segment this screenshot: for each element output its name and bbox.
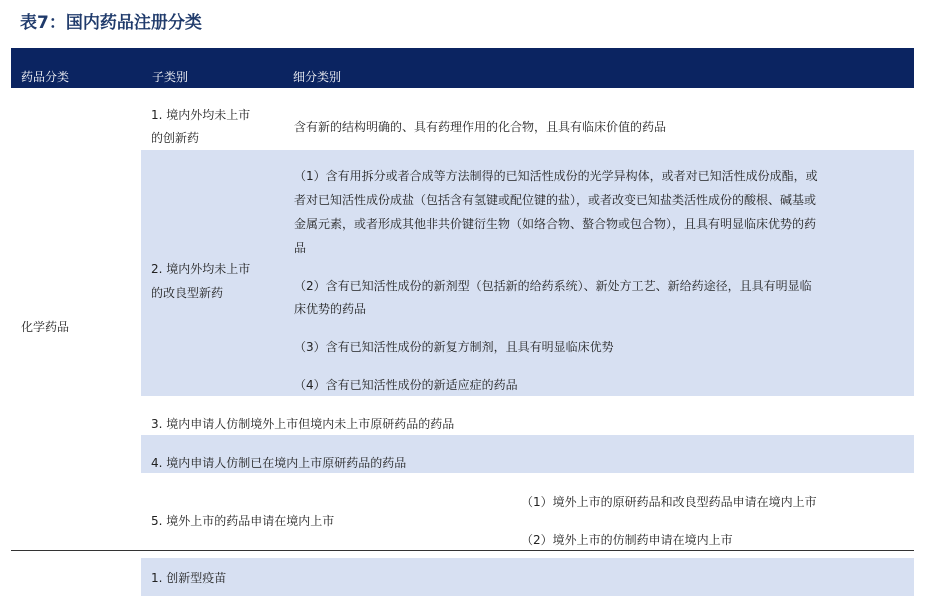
sub1-label-line2: 的创新药 [151, 131, 200, 145]
sub2-detail-1-line2: 者对已知活性成份成盐（包括含有氢键或配位键的盐），或者改变已知盐类活性成份的酸根、碱基或 [294, 193, 817, 207]
sub2-detail-1-line3: 金属元素，或者形成其他非共价键衍生物（如络合物、螯合物或包合物），且具有明显临床优势的药 [294, 217, 817, 231]
col-header-subcategory: 子类别 [152, 70, 189, 84]
table-header [11, 48, 914, 88]
section-divider [11, 550, 914, 551]
sub5-detail-1: （1）境外上市的原研药品和改良型药品申请在境内上市 [521, 495, 817, 509]
sub3-label: 3. 境内申请人仿制境外上市但境内未上市原研药品的药品 [151, 417, 455, 431]
sub2-detail-1-line4: 品 [294, 241, 307, 255]
row-band-vaccine1 [141, 558, 914, 596]
page-title: 表7：国内药品注册分类 [20, 13, 202, 33]
sub1-description: 含有新的结构明确的、具有药理作用的化合物，且具有临床价值的药品 [294, 120, 667, 134]
sub2-detail-3: （3）含有已知活性成份的新复方制剂，且具有明显临床优势 [294, 340, 614, 354]
sub5-label: 5. 境外上市的药品申请在境内上市 [151, 514, 335, 528]
sub4-label: 4. 境内申请人仿制已在境内上市原研药品的药品 [151, 456, 407, 470]
sub2-detail-2-line2: 床优势的药品 [294, 302, 367, 316]
sub2-detail-2-line1: （2）含有已知活性成份的新剂型（包括新的给药系统）、新处方工艺、新给药途径，且具有明显临 [294, 279, 812, 293]
col-header-detail: 细分类别 [293, 70, 342, 84]
sub2-detail-4: （4）含有已知活性成份的新适应症的药品 [294, 378, 518, 392]
sub5-detail-2: （2）境外上市的仿制药申请在境内上市 [521, 533, 733, 547]
vaccine-sub1-label: 1. 创新型疫苗 [151, 571, 227, 585]
sub2-detail-1-line1: （1）含有用拆分或者合成等方法制得的已知活性成份的光学异构体，或者对已知活性成份成酯，或 [294, 169, 818, 183]
sub1-label-line1: 1. 境内外均未上市 [151, 108, 251, 122]
sub2-label-line1: 2. 境内外均未上市 [151, 262, 251, 276]
sub2-label-line2: 的改良型新药 [151, 286, 224, 300]
category-chemical: 化学药品 [21, 320, 70, 334]
col-header-category: 药品分类 [21, 70, 70, 84]
